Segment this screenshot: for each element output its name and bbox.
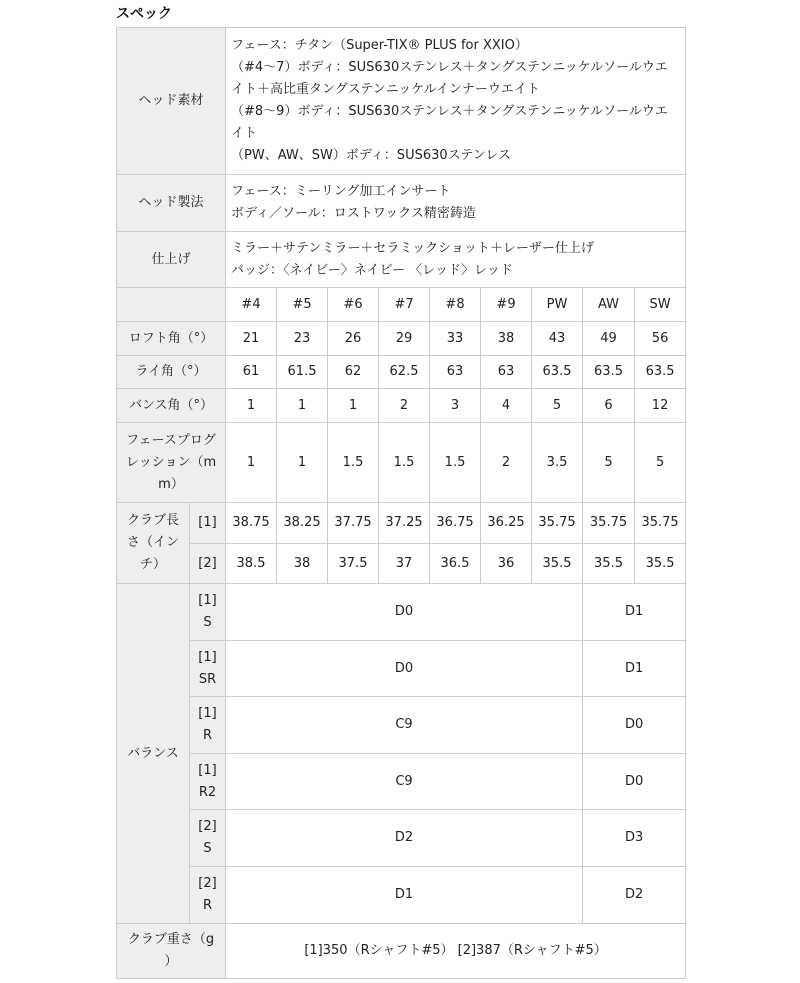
length-cell: 38.5 [226, 544, 277, 584]
loft-cell: 49 [583, 322, 635, 356]
balance-irons-cell: D2 [226, 810, 583, 867]
key-line: [1] [198, 649, 217, 665]
club-header: #8 [430, 288, 481, 322]
key-line: [2] [198, 876, 217, 891]
text-line: イト [231, 126, 258, 141]
header-line: ） [164, 954, 178, 969]
row-header [117, 924, 226, 979]
lie-row [117, 356, 686, 389]
bounce-cell: 6 [583, 389, 635, 423]
balance-row [117, 810, 686, 867]
balance-irons-cell: C9 [226, 697, 583, 754]
text-line: ミラー＋サテンミラー＋セラミックショット＋レーザー仕上げ [231, 240, 594, 256]
length-row [117, 503, 686, 544]
balance-wedges-cell: D2 [583, 867, 686, 924]
length-cell: 35.75 [635, 503, 686, 544]
loft-cell: 56 [635, 322, 686, 356]
shaft-key [190, 754, 226, 810]
loft-cell: 21 [226, 322, 277, 356]
shaft-key: [1] [190, 503, 226, 544]
shaft-key: [2] [190, 544, 226, 584]
header-line: さ（イン [126, 535, 179, 550]
lie-cell: 62.5 [379, 356, 430, 389]
bounce-cell: 4 [481, 389, 532, 423]
row-header: ヘッド素材 [117, 28, 226, 175]
balance-irons-cell: C9 [226, 754, 583, 810]
loft-cell: 29 [379, 322, 430, 356]
bounce-row [117, 389, 686, 423]
length-cell: 35.5 [532, 544, 583, 584]
weight-row [117, 924, 686, 979]
club-header: #7 [379, 288, 430, 322]
length-cell: 35.5 [635, 544, 686, 584]
loft-cell: 33 [430, 322, 481, 356]
text-line: バッジ：〈ネイビー〉ネイビー 〈レッド〉レッド [231, 262, 513, 278]
club-header: #5 [277, 288, 328, 322]
key-line: SR [198, 671, 217, 687]
head-method-value [226, 175, 686, 232]
key-line: R [202, 728, 213, 743]
length-cell: 35.75 [583, 503, 635, 544]
club-header: SW [635, 288, 686, 322]
loft-cell: 38 [481, 322, 532, 356]
length-row [117, 544, 686, 584]
club-header: #4 [226, 288, 277, 322]
row-header: バランス [117, 584, 190, 924]
key-line: [1] [198, 762, 217, 778]
header-line: クラブ重さ（g [127, 932, 215, 947]
row-header: ライ角（°） [117, 356, 226, 389]
key-line: S [203, 615, 212, 630]
length-cell: 37.5 [328, 544, 379, 584]
length-cell: 38.75 [226, 503, 277, 544]
row-header: ヘッド製法 [117, 175, 226, 232]
loft-row [117, 322, 686, 356]
bounce-cell: 1 [226, 389, 277, 423]
club-header: #6 [328, 288, 379, 322]
balance-wedges-cell: D1 [583, 641, 686, 697]
progression-cell: 5 [635, 423, 686, 503]
balance-row [117, 584, 686, 641]
shaft-key [190, 584, 226, 641]
head-material-row [117, 28, 686, 175]
length-cell: 36.25 [481, 503, 532, 544]
text-line: （#4～7）ボディ：SUS630ステンレス＋タングステンニッケルソールウエ [231, 60, 668, 75]
bounce-cell: 12 [635, 389, 686, 423]
club-header: AW [583, 288, 635, 322]
length-cell: 36.75 [430, 503, 481, 544]
head-material-value [226, 28, 686, 175]
lie-cell: 63.5 [532, 356, 583, 389]
balance-wedges-cell: D0 [583, 697, 686, 754]
length-cell: 38 [277, 544, 328, 584]
row-header: 仕上げ [117, 232, 226, 288]
progression-cell: 3.5 [532, 423, 583, 503]
balance-irons-cell: D0 [226, 641, 583, 697]
row-header: ロフト角（°） [117, 322, 226, 356]
finish-row [117, 232, 686, 288]
key-line: S [203, 841, 212, 856]
lie-cell: 61.5 [277, 356, 328, 389]
text-line: （PW、AW、SW）ボディ：SUS630ステンレス [231, 148, 512, 163]
key-line: [2] [198, 819, 217, 834]
club-header-row [117, 288, 686, 322]
balance-wedges-cell: D0 [583, 754, 686, 810]
balance-wedges-cell: D1 [583, 584, 686, 641]
progression-row [117, 423, 686, 503]
shaft-key [190, 697, 226, 754]
lie-cell: 63.5 [635, 356, 686, 389]
progression-cell: 1.5 [430, 423, 481, 503]
club-header: PW [532, 288, 583, 322]
loft-cell: 23 [277, 322, 328, 356]
bounce-cell: 5 [532, 389, 583, 423]
lie-cell: 63 [481, 356, 532, 389]
text-line: ボディ／ソール：ロストワックス精密鋳造 [231, 206, 476, 221]
header-line: レッション（m [125, 454, 217, 470]
spec-table [116, 27, 686, 979]
text-line: フェース：チタン（Super-TIX® PLUS for XXIO） [231, 38, 528, 53]
progression-cell: 1.5 [379, 423, 430, 503]
bounce-cell: 2 [379, 389, 430, 423]
bounce-cell: 1 [277, 389, 328, 423]
row-header: バンス角（°） [117, 389, 226, 423]
page-title: スペック [116, 6, 172, 22]
club-header: #9 [481, 288, 532, 322]
lie-cell: 63.5 [583, 356, 635, 389]
shaft-key [190, 810, 226, 867]
length-cell: 35.75 [532, 503, 583, 544]
lie-cell: 61 [226, 356, 277, 389]
key-line: R [202, 898, 213, 913]
empty-header-cell [117, 288, 226, 322]
header-line: クラブ長 [126, 513, 179, 528]
loft-cell: 43 [532, 322, 583, 356]
progression-cell: 2 [481, 423, 532, 503]
bounce-cell: 1 [328, 389, 379, 423]
progression-cell: 1.5 [328, 423, 379, 503]
text-line: （#8～9）ボディ：SUS630ステンレス＋タングステンニッケルソールウエ [231, 104, 668, 119]
loft-cell: 26 [328, 322, 379, 356]
progression-cell: 1 [226, 423, 277, 503]
bounce-cell: 3 [430, 389, 481, 423]
length-cell: 36 [481, 544, 532, 584]
row-header [117, 423, 226, 503]
shaft-key [190, 867, 226, 924]
head-method-row [117, 175, 686, 232]
weight-value: [1]350（Rシャフト#5） [2]387（Rシャフト#5） [226, 924, 686, 979]
balance-row [117, 697, 686, 754]
header-line: m） [158, 476, 184, 492]
header-line: チ） [139, 557, 166, 572]
key-line: [1] [198, 706, 217, 721]
length-cell: 37 [379, 544, 430, 584]
length-cell: 35.5 [583, 544, 635, 584]
key-line: [1] [198, 593, 217, 608]
progression-cell: 5 [583, 423, 635, 503]
balance-irons-cell: D1 [226, 867, 583, 924]
finish-value [226, 232, 686, 288]
length-cell: 37.75 [328, 503, 379, 544]
row-header [117, 503, 190, 584]
length-cell: 37.25 [379, 503, 430, 544]
balance-row [117, 641, 686, 697]
balance-row [117, 867, 686, 924]
lie-cell: 62 [328, 356, 379, 389]
progression-cell: 1 [277, 423, 328, 503]
text-line: フェース：ミーリング加工インサート [231, 184, 451, 199]
balance-row [117, 754, 686, 810]
text-line: イト＋高比重タングステンニッケルインナーウエイト [231, 82, 540, 97]
header-line: フェースプログ [126, 432, 216, 448]
balance-wedges-cell: D3 [583, 810, 686, 867]
key-line: R2 [198, 784, 217, 800]
length-cell: 38.25 [277, 503, 328, 544]
shaft-key [190, 641, 226, 697]
balance-irons-cell: D0 [226, 584, 583, 641]
lie-cell: 63 [430, 356, 481, 389]
length-cell: 36.5 [430, 544, 481, 584]
